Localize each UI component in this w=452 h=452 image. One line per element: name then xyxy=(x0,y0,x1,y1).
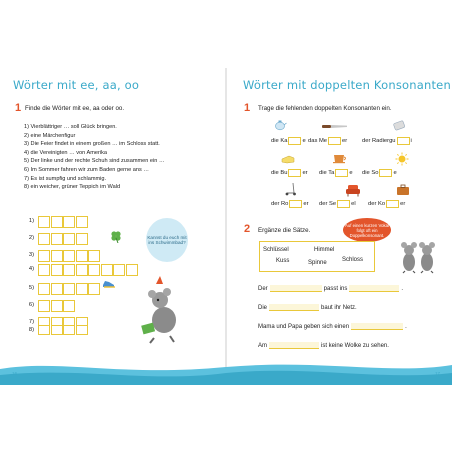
grid-label-2: 2) xyxy=(28,235,34,241)
grid-cell[interactable] xyxy=(63,325,75,335)
word-box xyxy=(259,241,375,272)
speech-bubble-left: Kannst du euch mit ins Schwimmbad? xyxy=(146,218,188,262)
page-gutter xyxy=(225,68,227,370)
task2-number-right: 2 xyxy=(244,223,251,235)
task2-instruction-right: Ergänze die Sätze. xyxy=(258,227,311,234)
sentence-blank[interactable] xyxy=(269,304,319,311)
grid-cell[interactable] xyxy=(76,325,88,335)
grid-cell[interactable] xyxy=(38,300,50,312)
sentence-1: Der passt ins . xyxy=(258,285,404,292)
blank-input[interactable] xyxy=(288,169,301,177)
word-butter: die Bu er xyxy=(271,170,308,176)
grid-cell[interactable] xyxy=(51,233,63,245)
scooter-icon xyxy=(284,182,298,196)
clue-4: 4) die Vereinigten … von Amerika xyxy=(24,149,108,156)
teapot-icon xyxy=(273,117,287,131)
grid-cell[interactable] xyxy=(38,233,50,245)
grid-label-4: 4) xyxy=(28,266,34,272)
grid-cell[interactable] xyxy=(63,233,75,245)
grid-cell[interactable] xyxy=(63,300,75,312)
blank-input[interactable] xyxy=(289,200,302,208)
page-number-right: 17 xyxy=(435,371,441,376)
grid-cell[interactable] xyxy=(51,300,63,312)
word-sessel: der Se el xyxy=(319,201,356,207)
clover-icon xyxy=(109,229,123,243)
grid-cell[interactable] xyxy=(51,325,63,335)
task1-instruction-right: Trage die fehlenden doppelten Konsonanten ein. xyxy=(258,105,392,112)
sentence-3: Mama und Papa geben sich einen . xyxy=(258,323,407,330)
blank-input[interactable] xyxy=(379,169,392,177)
clue-6: 6) Im Sommer fahren wir zum Baden gerne ans … xyxy=(24,166,149,173)
clue-list xyxy=(24,123,165,192)
sentence-blank[interactable] xyxy=(270,285,322,292)
grid-label-8: 8) xyxy=(28,327,34,333)
task-instruction-left: Finde die Wörter mit ee, aa oder oo. xyxy=(25,105,125,112)
grid-cell[interactable] xyxy=(38,250,50,262)
sun-icon xyxy=(395,152,409,166)
blank-input[interactable] xyxy=(337,200,350,208)
word-koffer: der Ko er xyxy=(368,201,406,207)
grid-cell[interactable] xyxy=(76,250,88,262)
grid-cell[interactable] xyxy=(76,233,88,245)
grid-cell[interactable] xyxy=(38,216,50,228)
suitcase-icon xyxy=(396,184,410,196)
grid-cell[interactable] xyxy=(38,325,50,335)
word-messer: das Me er xyxy=(308,138,348,144)
clue-7: 7) Es ist sumpfig und schlammig. xyxy=(24,175,107,182)
grid-cell[interactable] xyxy=(51,216,63,228)
grid-label-7: 7) xyxy=(28,319,34,325)
word-box-item: Himmel xyxy=(314,247,335,253)
word-roller: der Ro er xyxy=(271,201,309,207)
grid-cell[interactable] xyxy=(88,283,100,295)
left-page-title: Wörter mit ee, aa, oo xyxy=(13,78,140,92)
grid-cell[interactable] xyxy=(63,216,75,228)
grid-cell[interactable] xyxy=(76,264,88,276)
grid-label-5: 5) xyxy=(28,285,34,291)
task-number-left: 1 xyxy=(15,102,22,114)
grid-cell[interactable] xyxy=(76,216,88,228)
word-box-item: Schlüssel xyxy=(263,247,289,253)
grid-label-3: 3) xyxy=(28,252,34,258)
clue-1: 1) Vierblättriger … soll Glück bringen. xyxy=(24,124,117,130)
blank-input[interactable] xyxy=(328,137,341,145)
grid-cell[interactable] xyxy=(51,264,63,276)
grid-cell[interactable] xyxy=(63,283,75,295)
grid-cell[interactable] xyxy=(76,283,88,295)
sentence-blank[interactable] xyxy=(351,323,403,330)
word-sonne: die So e xyxy=(362,170,397,176)
grid-cell[interactable] xyxy=(51,283,63,295)
two-mice-icon xyxy=(397,238,439,274)
grid-cell[interactable] xyxy=(63,264,75,276)
word-box-item: Spinne xyxy=(308,260,327,266)
sentence-blank[interactable] xyxy=(349,285,399,292)
word-tasse: die Ta e xyxy=(319,170,353,176)
word-box-item: Kuss xyxy=(276,258,290,264)
grid-cell[interactable] xyxy=(113,264,125,276)
armchair-icon xyxy=(345,184,361,197)
word-radiergummi: der Radiergu i xyxy=(362,138,412,144)
word-box-item: Schloss xyxy=(342,257,364,263)
grid-cell[interactable] xyxy=(38,283,50,295)
sentence-4: Am ist keine Wolke zu sehen. xyxy=(258,342,389,349)
sentence-blank[interactable] xyxy=(269,342,319,349)
blank-input[interactable] xyxy=(288,137,301,145)
grid-cell[interactable] xyxy=(88,250,100,262)
tip-bubble: Auf einen kurzen Vokal folgt oft ein Doppelkonsonant. xyxy=(343,218,391,242)
grid-cell[interactable] xyxy=(63,250,75,262)
clue-3: 3) Die Feier findet in einem großen … im Schloss statt. xyxy=(24,141,160,148)
grid-cell[interactable] xyxy=(101,264,113,276)
clue-5: 5) Der linke und der rechte Schuh sind zusammen ein … xyxy=(24,158,165,165)
knife-icon xyxy=(322,123,348,129)
blank-input[interactable] xyxy=(335,169,348,177)
sentence-2: Die baut ihr Netz. xyxy=(258,304,357,311)
clue-8: 8) ein weicher, grüner Teppich im Wald xyxy=(24,184,121,191)
grid-cell[interactable] xyxy=(88,264,100,276)
grid-label-6: 6) xyxy=(28,302,34,308)
clue-2: 2) eine Märchenfigur xyxy=(24,132,76,139)
eraser-icon xyxy=(392,120,406,131)
word-kanne: die Ka e xyxy=(271,138,306,144)
cup-icon xyxy=(332,152,348,164)
grid-cell[interactable] xyxy=(38,264,50,276)
grid-label-1: 1) xyxy=(28,218,34,224)
grid-cell[interactable] xyxy=(51,250,63,262)
right-page-title: Wörter mit doppelten Konsonanten xyxy=(243,78,451,92)
task1-number-right: 1 xyxy=(244,102,251,114)
blank-input[interactable] xyxy=(397,137,410,145)
shoes-icon xyxy=(102,279,116,289)
grid-cell[interactable] xyxy=(126,264,138,276)
page-number-left: 16 xyxy=(12,371,18,376)
mouse-character-icon xyxy=(136,276,188,344)
wave-decoration xyxy=(0,355,452,385)
butter-icon xyxy=(281,155,295,164)
blank-input[interactable] xyxy=(386,200,399,208)
